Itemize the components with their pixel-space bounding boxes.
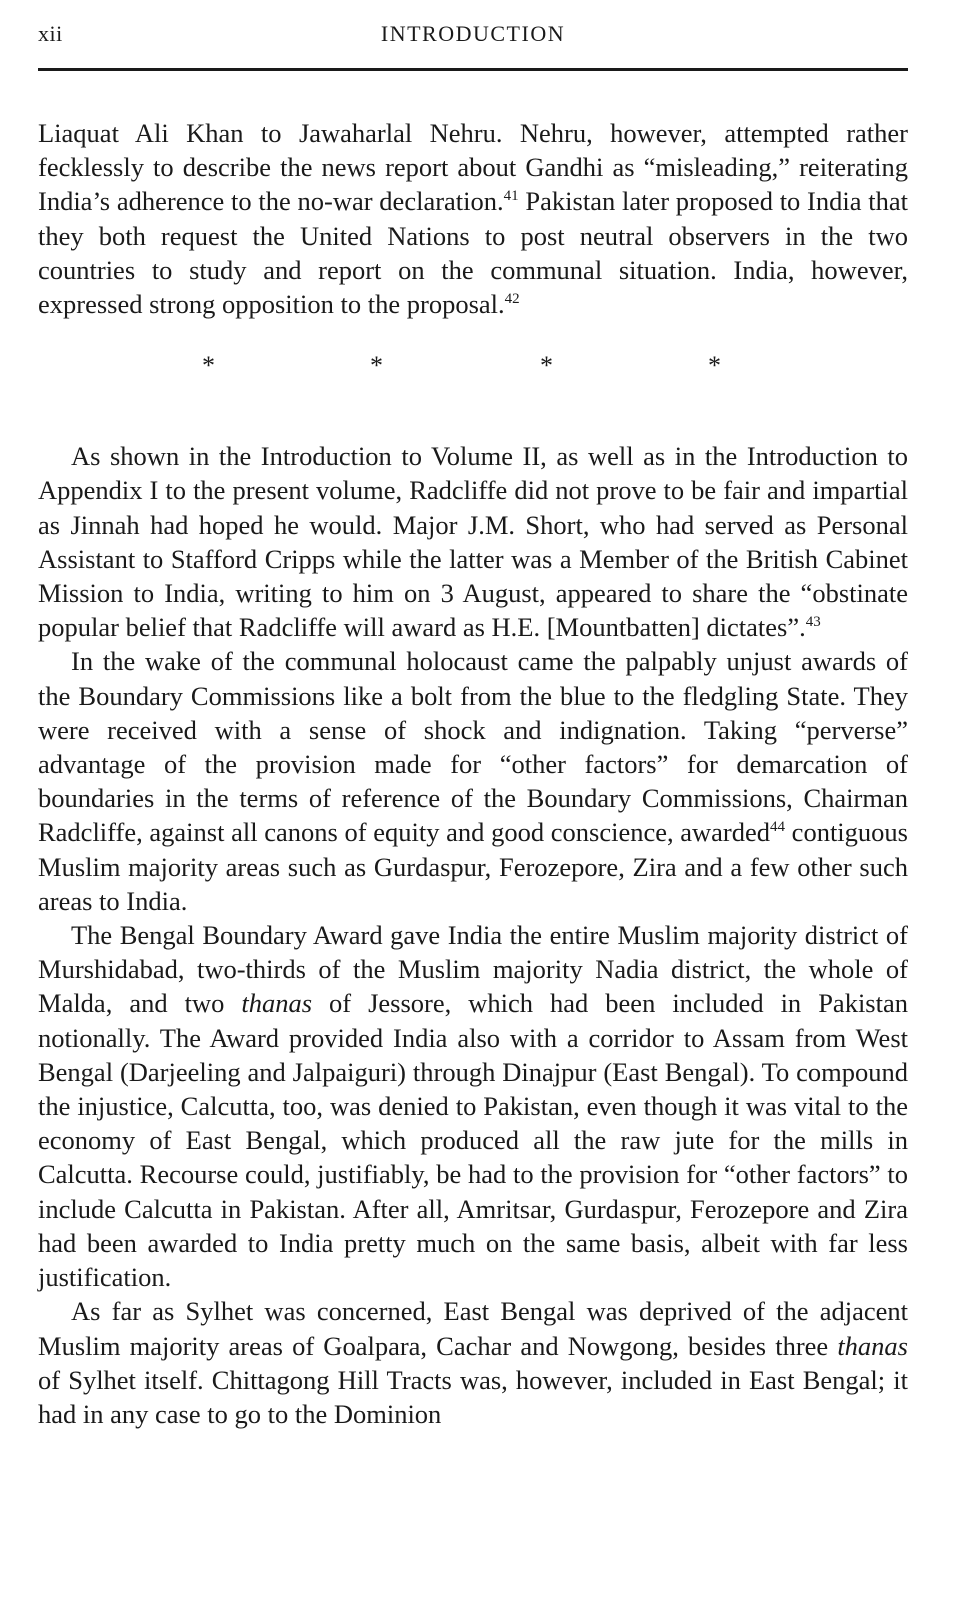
section-break bbox=[38, 321, 908, 431]
paragraph-4-italic: thanas bbox=[241, 988, 313, 1019]
page-header bbox=[38, 18, 908, 54]
footnote-ref-44: 44 bbox=[770, 819, 786, 836]
paragraph-1-text-b: Pakistan later proposed to India that they both request the United Nations to post neutral observers in the two countries to study and report on the communal situation. India, however, expressed strong opposition to the proposal. bbox=[38, 186, 908, 320]
paragraph-1 bbox=[38, 116, 908, 321]
paragraph-5-text-a: As far as Sylhet was concerned, East Bengal was deprived of the adjacent Muslim majority areas of Goalpara, Cachar and Nowgong, besides three bbox=[38, 1296, 908, 1361]
paragraph-3 bbox=[38, 644, 908, 918]
asterisk: * bbox=[202, 351, 215, 381]
footnote-ref-42: 42 bbox=[504, 291, 520, 308]
paragraph-2 bbox=[38, 439, 908, 644]
paragraph-3-text-b: contiguous Muslim majority areas such as Gurdaspur, Ferozepore, Zira and a few other such areas to India. bbox=[38, 817, 908, 916]
footnote-ref-41: 41 bbox=[503, 188, 519, 205]
asterisk: * bbox=[708, 351, 721, 381]
paragraph-2-text: As shown in the Introduction to Volume II, as well as in the Introduction to Appendix I to the present volume, Radcliffe did not prove to be fair and impartial as Jinnah had hoped he would. Major J.M. Short, who had served as Personal Assistant to Stafford Cripps while the latter was a Member of the British Cabinet Mission to India, writing to him on 3 August, appeared to share the “obstinate popular belief that Radcliffe will award as H.E. [Mountbatten] dictates”. bbox=[38, 441, 908, 643]
body-text bbox=[38, 116, 908, 1431]
header-rule bbox=[38, 68, 908, 71]
paragraph-5-text-b: of Sylhet itself. Chittagong Hill Tracts was, however, included in East Bengal; it had in any case to go to the Dominion bbox=[38, 1364, 908, 1429]
asterisk: * bbox=[370, 351, 383, 381]
footnote-ref-43: 43 bbox=[805, 614, 821, 631]
paragraph-4-text-a: The Bengal Boundary Award gave India the entire Muslim majority district of Murshidabad, two-thirds of the Muslim majority Nadia district, the whole of Malda, and two bbox=[38, 920, 908, 1019]
running-head: INTRODUCTION bbox=[380, 21, 566, 46]
paragraph-4 bbox=[38, 918, 908, 1294]
paragraph-3-text-a: In the wake of the communal holocaust came the palpably unjust awards of the Boundary Commissions like a bolt from the blue to the fledgling State. They were received with a sense of shock and indignation. Taking “perverse” advantage of the provision made for “other factors” for demarcation of boundaries in the terms of reference of the Boundary Commissions, Chairman Radcliffe, against all canons of equity and good conscience, awarded bbox=[38, 646, 908, 848]
paragraph-5 bbox=[38, 1294, 908, 1431]
page-number: xii bbox=[38, 21, 63, 46]
asterisk: * bbox=[540, 351, 553, 381]
paragraph-5-italic: thanas bbox=[837, 1330, 908, 1361]
paragraph-4-text-b: of Jessore, which had been included in Pakistan notionally. The Award provided India also with a corridor to Assam from West Bengal (Darjeeling and Jalpaiguri) through Dinajpur (East Bengal). To compound the injustice, Calcutta, too, was denied to Pakistan, even though it was vital to the economy of East Bengal, which produced all the raw jute for the mills in Calcutta. Recourse could, justifiably, be had to the provision for “other factors” to include Calcutta in Pakistan. After all, Amritsar, Gurdaspur, Ferozepore and Zira had been awarded to India pretty much on the same basis, albeit with far less justification. bbox=[38, 988, 908, 1293]
paragraph-1-text-a: Liaquat Ali Khan to Jawaharlal Nehru. Nehru, however, attempted rather fecklessly to describe the news report about Gandhi as “misleading,” reiterating India’s adherence to the no-war declaration. bbox=[38, 118, 908, 217]
